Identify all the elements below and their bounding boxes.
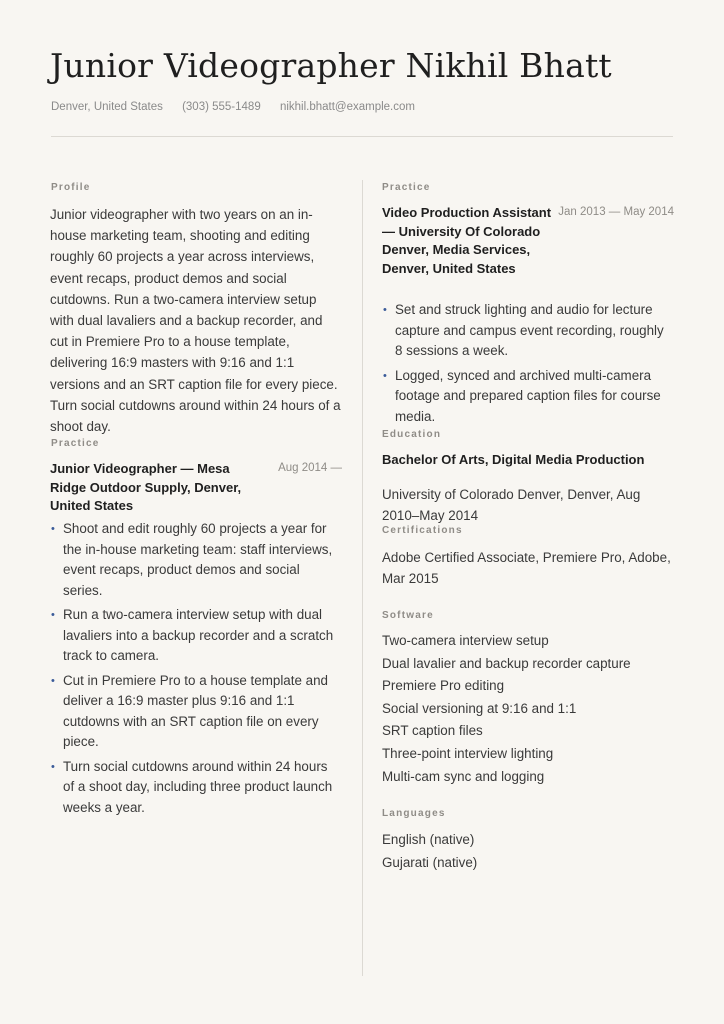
practice-heading-left: Practice <box>51 438 100 449</box>
practice-heading-right: Practice <box>382 182 431 193</box>
bullet-item <box>50 671 342 753</box>
list-item: Social versioning at 9:16 and 1:1 <box>382 700 577 716</box>
list-item: Premiere Pro editing <box>382 678 505 694</box>
bullet-item <box>382 366 674 428</box>
job-bullets-right <box>382 300 674 431</box>
contact-line <box>51 101 431 113</box>
languages-list <box>382 829 674 874</box>
bullet-item <box>50 757 342 819</box>
bullet-dot-icon: • <box>51 674 55 687</box>
software-list <box>382 630 674 788</box>
job-title-left: Junior Videographer — Mesa Ridge Outdoor Supply, Denver, United States <box>50 461 242 513</box>
bullet-text: Logged, synced and archived multi-camera footage and prepared caption files for course media. <box>395 367 661 424</box>
list-item: Two-camera interview setup <box>382 633 549 648</box>
job-date-left: Aug 2014 — <box>278 462 342 474</box>
candidate-name: Junior Videographer Nikhil Bhatt <box>50 46 612 85</box>
bullet-dot-icon: • <box>51 523 55 535</box>
school-text: University of Colorado Denver, Denver, Aug 2010–May 2014 <box>382 487 641 524</box>
location-text: Denver, United States <box>51 101 163 113</box>
profile-heading: Profile <box>51 182 91 193</box>
bullet-item <box>50 605 342 667</box>
bullet-dot-icon: • <box>383 369 387 382</box>
software-heading: Software <box>382 610 434 621</box>
bullet-dot-icon: • <box>383 304 387 316</box>
phone-text: (303) 555-1489 <box>182 101 261 113</box>
certifications-heading: Certifications <box>382 525 463 536</box>
column-divider <box>362 180 363 976</box>
list-item: English (native) <box>382 832 475 847</box>
degree-title: Bachelor Of Arts, Digital Media Production <box>382 452 645 467</box>
job-date-right: Jan 2013 — May 2014 <box>558 206 674 218</box>
list-item: Multi-cam sync and logging <box>382 768 545 784</box>
list-item: Dual lavalier and backup recorder capture <box>382 655 631 671</box>
profile-text: Junior videographer with two years on an in-house marketing team, shooting and editing roughly 60 projects a year across interviews, event recaps, product demos and social cutdowns. Run a two-camera interview setup with dual lavaliers and a backup recorder, and cut in Premiere Pro to a house template, delivering 16:9 masters with 9:16 and 1:1 versions and an SRT caption file for every piece. Turn social cutdowns around within 24 hours of a shoot day. <box>50 207 341 435</box>
education-heading: Education <box>382 429 442 440</box>
list-item: Gujarati (native) <box>382 854 478 870</box>
list-item: SRT caption files <box>382 723 483 739</box>
email-link[interactable]: nikhil.bhatt@example.com <box>279 101 415 113</box>
bullet-dot-icon: • <box>51 609 55 621</box>
bullet-text: Cut in Premiere Pro to a house template and deliver a 16:9 master plus 9:16 and 1:1 cutdowns with an SRT caption file on every piece. <box>63 672 328 749</box>
bullet-dot-icon: • <box>51 760 55 773</box>
job-title-right: Video Production Assistant — University Of Colorado Denver, Media Services, Denver, United States <box>382 205 552 276</box>
job-bullets-left <box>50 519 342 822</box>
languages-heading: Languages <box>382 808 446 819</box>
bullet-item <box>382 300 674 362</box>
header-divider <box>51 136 673 137</box>
certification-text: Adobe Certified Associate, Premiere Pro, Adobe, Mar 2015 <box>382 550 671 587</box>
bullet-text: Set and struck lighting and audio for lecture capture and campus event recording, roughly 8 sessions a week. <box>395 302 664 358</box>
bullet-text: Turn social cutdowns around within 24 hours of a shoot day, including three product launch weeks a year. <box>63 758 333 815</box>
bullet-text: Shoot and edit roughly 60 projects a year for the in-house marketing team: staff interviews, event recaps, product demos and social series. <box>63 521 333 598</box>
list-item: Three-point interview lighting <box>382 745 554 761</box>
bullet-item <box>50 519 342 601</box>
bullet-text: Run a two-camera interview setup with dual lavaliers into a backup recorder and a scratch track to camera. <box>63 607 334 663</box>
